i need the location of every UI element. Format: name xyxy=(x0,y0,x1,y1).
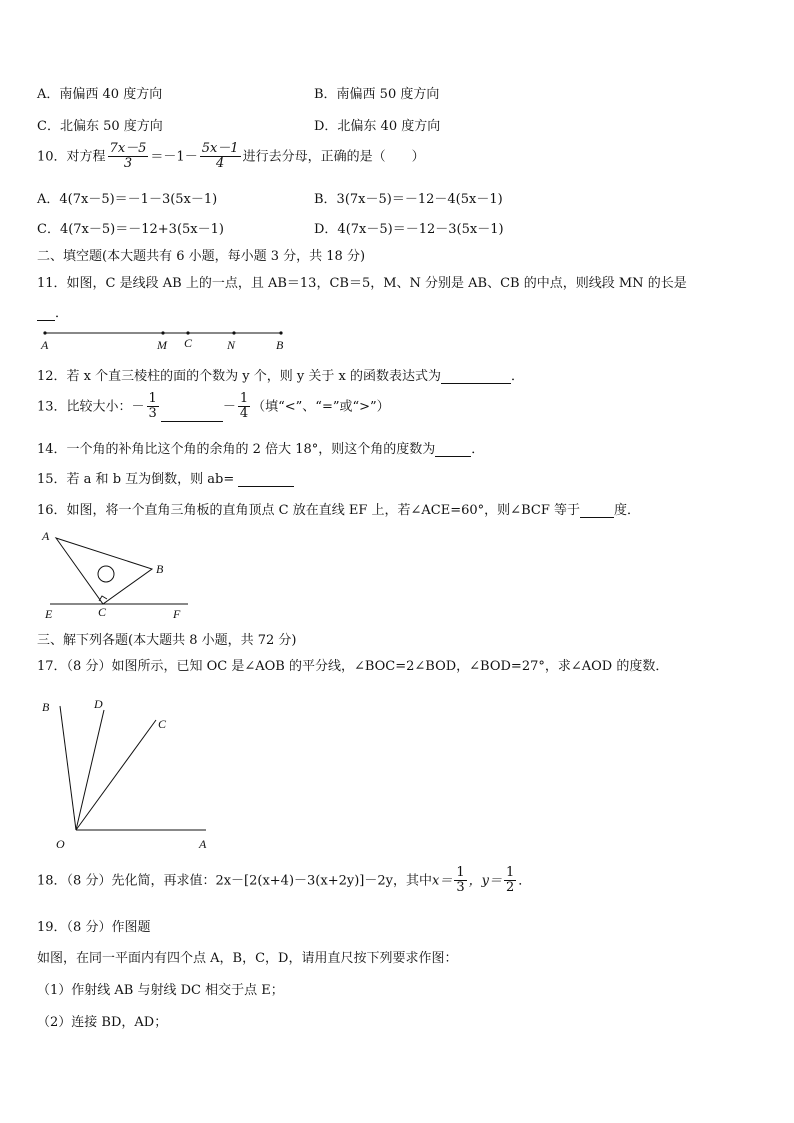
q14-text: 14．一个角的补角比这个角的余角的 2 倍大 18°，则这个角的度数为 xyxy=(37,442,436,457)
q18-y-den: 2 xyxy=(505,880,515,896)
q13-frac2 xyxy=(238,392,250,422)
q10-stem xyxy=(37,142,425,172)
q12-text: 12．若 x 个直三棱柱的面的个数为 y 个，则 y 关于 x 的函数表达式为 xyxy=(37,369,441,384)
q12-line xyxy=(37,365,524,384)
q14-tail: ． xyxy=(471,442,485,457)
q19-step-2: （2）连接 BD，AD； xyxy=(37,1015,168,1030)
q19-intro: 如图，在同一平面内有四个点 A，B，C，D，请用直尺按下列要求作图： xyxy=(37,951,458,966)
q18-x-num: 1 xyxy=(456,865,465,880)
q10-mid: ＝－1－ xyxy=(150,149,198,165)
q16-label-b: B xyxy=(156,562,164,576)
q11-text: 11．如图，C 是线段 AB 上的一点，且 AB＝13，CB＝5，M、N 分别是 AB、CB 的中点，则线段 MN 的长是 xyxy=(37,276,687,291)
q17-label-o: O xyxy=(56,837,65,851)
q16-blank xyxy=(580,505,614,518)
q10-frac2 xyxy=(200,142,241,172)
section-2-heading: 二、填空题(本大题共有 6 小题，每小题 3 分，共 18 分) xyxy=(37,249,366,264)
q16-tail: 度． xyxy=(613,503,640,518)
q11-tail: ． xyxy=(55,306,69,321)
q13-frac1 xyxy=(147,392,159,422)
q9-option-c: C．北偏东 50 度方向 xyxy=(37,119,163,134)
q16-label-f: F xyxy=(173,607,181,621)
q10-option-d: D．4(7x－5)＝－12－3(5x－1) xyxy=(314,222,504,237)
q16-triangle-figure xyxy=(36,526,196,622)
q11-label-c: C xyxy=(184,336,193,350)
q15-blank xyxy=(238,474,294,487)
q11-blank xyxy=(37,308,55,321)
q10-option-b: B．3(7x－5)＝－12－4(5x－1) xyxy=(314,192,503,207)
q14-line xyxy=(37,438,484,457)
q13-suffix: （填“<”、“=”或“>”） xyxy=(252,399,390,415)
q18-y-label: ，y＝ xyxy=(468,873,502,889)
q12-tail: ． xyxy=(510,369,524,384)
q10-option-c: C．4(7x－5)＝－12+3(5x－1) xyxy=(37,222,224,237)
q19-title: 19．（8 分）作图题 xyxy=(37,920,151,935)
q16-label-c: C xyxy=(98,605,107,619)
q13-blank xyxy=(161,409,223,422)
q18-y-frac xyxy=(504,866,516,896)
q17-label-d: D xyxy=(94,697,103,711)
q17-angle-figure xyxy=(42,690,226,854)
q16-text: 16．如图，将一个直角三角板的直角顶点 C 放在直线 EF 上，若∠ACE=60°，则∠BCF 等于 xyxy=(37,503,580,518)
q9-option-b: B．南偏西 50 度方向 xyxy=(314,87,440,102)
q15-line xyxy=(37,468,294,487)
section-3-heading: 三、解下列各题(本大题共 8 小题，共 72 分) xyxy=(37,633,297,648)
q10-frac1 xyxy=(108,142,149,172)
q13-frac1-num: 1 xyxy=(148,391,157,406)
q13-minus: － xyxy=(222,399,236,415)
q17-label-b: B xyxy=(42,700,50,714)
q13-frac2-num: 1 xyxy=(239,391,249,406)
q10-frac1-den: 3 xyxy=(123,156,133,172)
q18-line xyxy=(37,866,531,896)
q16-label-e: E xyxy=(45,607,53,621)
q11-label-n: N xyxy=(227,338,236,352)
q18-tail: ． xyxy=(518,873,532,889)
q11-answer xyxy=(37,302,68,321)
q15-text: 15．若 a 和 b 互为倒数，则 ab= xyxy=(37,472,235,487)
q10-frac2-den: 4 xyxy=(216,156,225,172)
q17-label-c: C xyxy=(158,717,167,731)
q11-label-b: B xyxy=(276,338,284,352)
q10-option-a: A．4(7x－5)＝－1－3(5x－1) xyxy=(37,192,218,207)
q18-x-label: x＝ xyxy=(431,873,453,889)
q9-option-a: A．南偏西 40 度方向 xyxy=(37,87,163,102)
q16-line xyxy=(37,499,640,518)
q10-frac2-num: 5x－1 xyxy=(201,141,239,156)
q18-y-num: 1 xyxy=(505,865,515,880)
q12-blank xyxy=(441,371,511,384)
q19-step-1: （1）作射线 AB 与射线 DC 相交于点 E； xyxy=(37,983,284,998)
q9-option-d: D．北偏东 40 度方向 xyxy=(314,119,441,134)
q18-x-frac xyxy=(454,866,466,896)
q10-suffix: 进行去分母，正确的是（ ） xyxy=(242,149,425,165)
q18-prefix: 18．（8 分）先化简，再求值：2x－[2(x+4)－3(x+2y)]－2y，其中 xyxy=(37,873,432,889)
q11-segment-figure xyxy=(35,325,295,353)
q10-prefix: 10．对方程 xyxy=(37,149,106,165)
q10-frac1-num: 7x－5 xyxy=(109,141,147,156)
q14-blank xyxy=(435,444,471,457)
q13-frac1-den: 3 xyxy=(148,406,157,422)
q13-frac2-den: 4 xyxy=(239,406,249,422)
q16-label-a: A xyxy=(42,529,50,543)
q11-label-a: A xyxy=(41,338,49,352)
q13-line xyxy=(37,392,390,422)
q17-label-a: A xyxy=(199,837,207,851)
q11-label-m: M xyxy=(157,338,167,352)
q13-prefix: 13．比较大小：－ xyxy=(37,399,145,415)
q17-text: 17．（8 分）如图所示，已知 OC 是∠AOB 的平分线，∠BOC=2∠BOD，∠BOD=27°，求∠AOD 的度数． xyxy=(37,659,669,674)
q18-x-den: 3 xyxy=(456,880,465,896)
